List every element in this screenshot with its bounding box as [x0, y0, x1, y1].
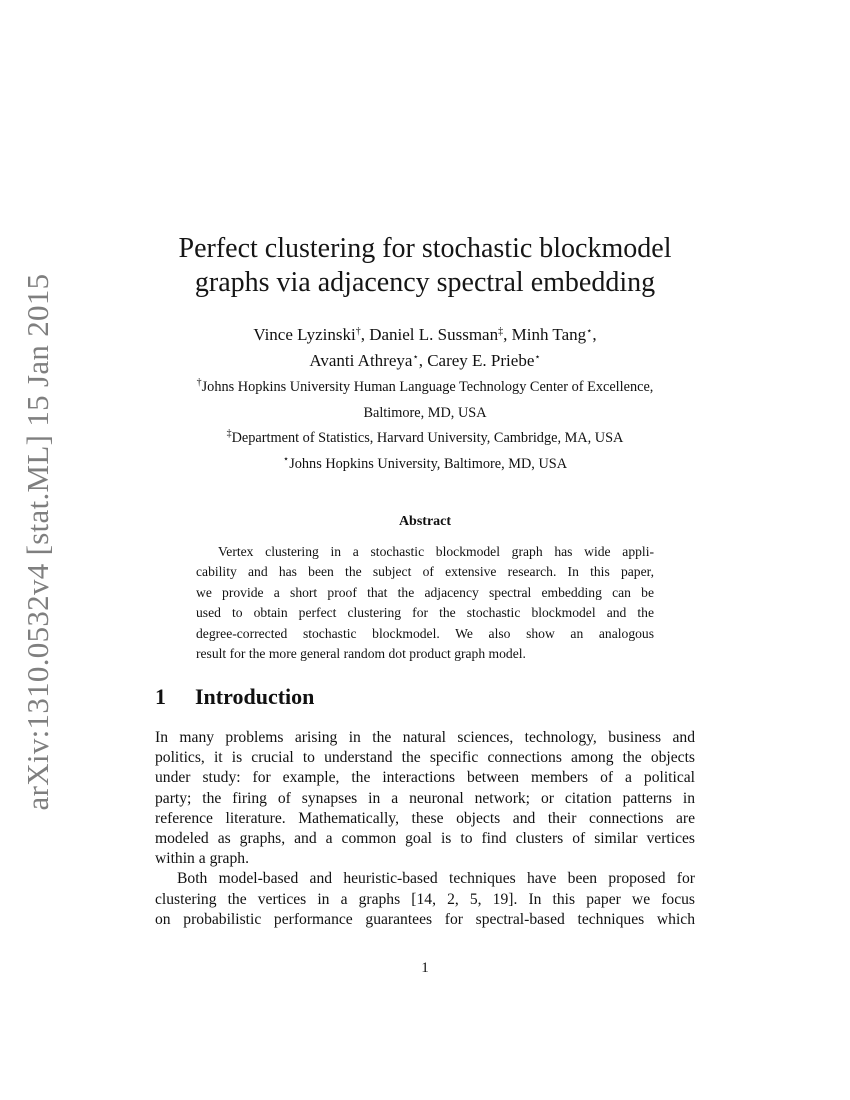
affiliation-line: ⋆Johns Hopkins University, Baltimore, MD, USA — [282, 453, 568, 472]
section-title: Introduction — [195, 684, 315, 709]
abstract-line: result for the more general random dot product graph model. — [196, 646, 526, 662]
affiliations — [0, 375, 850, 477]
body-line: under study: for example, the interactions between members of a political — [155, 769, 695, 787]
affiliation-mark: ⋆ — [586, 326, 593, 337]
arxiv-identifier-stamp: arXiv:1310.0532v4 [stat.ML] 15 Jan 2015 — [20, 273, 55, 811]
abstract-heading: Abstract — [398, 514, 452, 529]
affiliation-mark: ⋆ — [534, 352, 541, 363]
affiliation-line: †Johns Hopkins University Human Language Technology Center of Excellence, — [196, 377, 654, 395]
body-line: modeled as graphs, and a common goal is to find clusters of similar vertices — [155, 830, 695, 848]
author-name: Daniel L. Sussman — [369, 325, 499, 344]
introduction-body — [155, 728, 695, 930]
body-line: reference literature. Mathematically, these objects and their connections are — [155, 809, 695, 827]
abstract-line: degree-corrected stochastic blockmodel. We also show an analogous — [196, 625, 654, 641]
author-line: Avanti Athreya⋆, Carey E. Priebe⋆ — [309, 351, 541, 370]
section-number: 1 — [155, 684, 166, 709]
body-line: Both model-based and heuristic-based techniques have been proposed for — [177, 870, 695, 888]
body-line: clustering the vertices in a graphs [14, 2, 5, 19]. In this paper we focus — [155, 890, 695, 908]
abstract-line: cability and has been the subject of extensive research. In this paper, — [196, 564, 654, 580]
author-name: Minh Tang — [511, 325, 587, 344]
paper-title — [0, 232, 850, 300]
body-line: politics, it is crucial to understand the specific connections among the objects — [155, 749, 695, 767]
body-line: within a graph. — [155, 850, 249, 868]
page-number: 1 — [421, 960, 429, 976]
affiliation-mark: ⋆ — [412, 352, 419, 363]
affiliation-mark: † — [355, 326, 361, 337]
author-name: Vince Lyzinski — [253, 325, 356, 344]
body-line: party; the firing of synapses in a neuronal network; or citation patterns in — [155, 789, 695, 807]
body-line: on probabilistic performance guarantees for spectral-based techniques which — [155, 910, 695, 928]
abstract-line: used to obtain perfect clustering for the stochastic blockmodel and the — [196, 605, 654, 621]
section-heading — [155, 684, 314, 710]
affiliation-line: Baltimore, MD, USA — [363, 404, 487, 421]
affiliation-line: ‡Department of Statistics, Harvard University, Cambridge, MA, USA — [226, 428, 624, 446]
title-line: graphs via adjacency spectral embedding — [194, 267, 656, 298]
author-name: Avanti Athreya — [309, 351, 413, 370]
author-line: Vince Lyzinski†, Daniel L. Sussman‡, Minh Tang⋆, — [253, 325, 597, 344]
author-list — [0, 322, 850, 374]
affiliation-mark: ⋆ — [282, 453, 290, 465]
affiliation-mark: † — [196, 377, 202, 388]
title-line: Perfect clustering for stochastic blockmodel — [178, 233, 672, 264]
abstract-line: we provide a short proof that the adjacency spectral embedding can be — [196, 584, 654, 600]
abstract-body — [196, 542, 654, 664]
author-name: Carey E. Priebe — [427, 351, 535, 370]
abstract-line: Vertex clustering in a stochastic blockmodel graph has wide appli- — [218, 544, 654, 559]
affiliation-mark: ‡ — [226, 428, 232, 439]
affiliation-mark: ‡ — [498, 326, 504, 337]
body-line: In many problems arising in the natural sciences, technology, business and — [155, 729, 695, 746]
